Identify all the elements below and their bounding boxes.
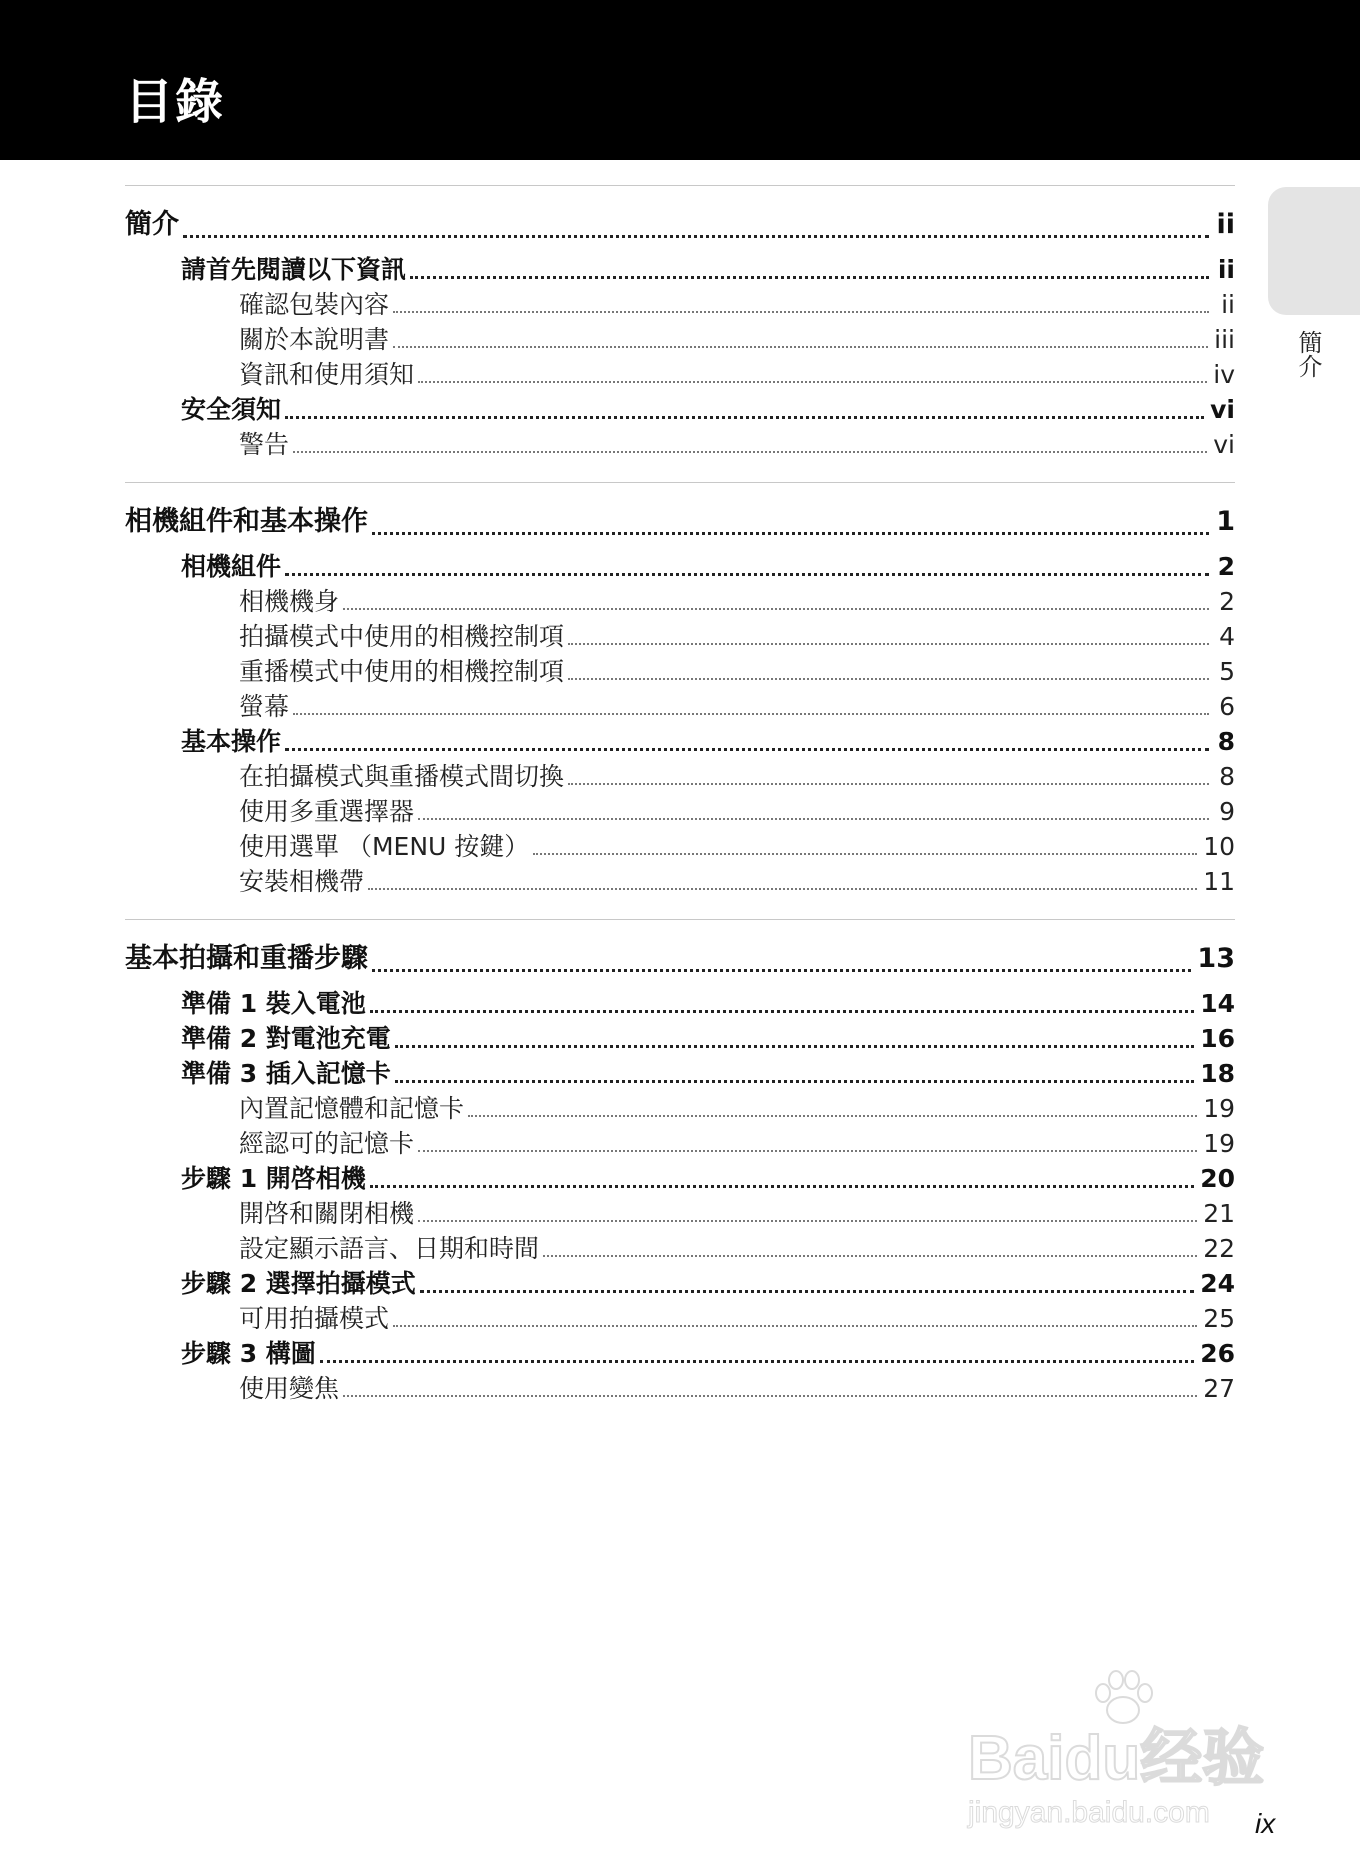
dot-leader bbox=[543, 1255, 1197, 1257]
toc-item-title: 經認可的記憶卡 bbox=[239, 1129, 415, 1158]
toc-item-title: 設定顯示語言、日期和時間 bbox=[239, 1234, 540, 1263]
toc-item-page: 27 bbox=[1203, 1374, 1235, 1403]
toc-subsection-title: 安全須知 bbox=[181, 395, 282, 424]
toc-item[interactable] bbox=[125, 1231, 1235, 1266]
header-bar bbox=[0, 0, 1360, 160]
toc-subsection[interactable] bbox=[125, 986, 1235, 1021]
toc-item-title: 可用拍攝模式 bbox=[239, 1304, 390, 1333]
toc-chapter-title: 簡介 bbox=[125, 209, 179, 240]
toc-item[interactable] bbox=[125, 759, 1235, 794]
dot-leader bbox=[410, 276, 1209, 279]
toc-item-page: 5 bbox=[1219, 657, 1235, 686]
toc-chapter-page: 13 bbox=[1197, 943, 1235, 974]
toc-item[interactable] bbox=[125, 864, 1235, 899]
dot-leader bbox=[568, 678, 1209, 680]
dot-leader bbox=[293, 451, 1207, 453]
toc-subsection-title: 步驟 2 選擇拍攝模式 bbox=[181, 1269, 416, 1298]
toc-subsection-title: 請首先閱讀以下資訊 bbox=[181, 255, 407, 284]
toc-item-page: 19 bbox=[1203, 1129, 1235, 1158]
dot-leader bbox=[393, 346, 1208, 348]
page-title: 目錄 bbox=[125, 74, 226, 130]
toc-subsection-page: vi bbox=[1210, 395, 1235, 424]
toc-item-page: 8 bbox=[1219, 762, 1235, 791]
dot-leader bbox=[293, 713, 1209, 715]
toc-chapter[interactable] bbox=[125, 204, 1235, 246]
dot-leader bbox=[393, 311, 1209, 313]
dot-leader bbox=[370, 1185, 1194, 1188]
toc-item-title: 重播模式中使用的相機控制項 bbox=[239, 657, 565, 686]
toc-item-page: 6 bbox=[1219, 692, 1235, 721]
toc-item-title: 安裝相機帶 bbox=[239, 867, 365, 896]
toc-chapter-page: ii bbox=[1216, 209, 1235, 240]
dot-leader bbox=[285, 748, 1209, 751]
toc-item-title: 資訊和使用須知 bbox=[239, 360, 415, 389]
toc-item-page: 22 bbox=[1203, 1234, 1235, 1263]
toc-item-title: 螢幕 bbox=[239, 692, 290, 721]
toc-chapter[interactable] bbox=[125, 501, 1235, 543]
toc-item[interactable] bbox=[125, 1091, 1235, 1126]
dot-leader bbox=[395, 1045, 1194, 1048]
toc-subsection[interactable] bbox=[125, 392, 1235, 427]
toc-item[interactable] bbox=[125, 322, 1235, 357]
dot-leader bbox=[418, 818, 1209, 820]
toc-item[interactable] bbox=[125, 829, 1235, 864]
watermark-brand: Baidu经验 bbox=[968, 1724, 1265, 1793]
toc-chapter[interactable] bbox=[125, 938, 1235, 980]
toc-item-page: vi bbox=[1213, 430, 1235, 459]
toc-item[interactable] bbox=[125, 689, 1235, 724]
toc-item[interactable] bbox=[125, 1126, 1235, 1161]
dot-leader bbox=[368, 888, 1197, 890]
toc-item-page: 10 bbox=[1203, 832, 1235, 861]
toc-item-title: 相機機身 bbox=[239, 587, 340, 616]
toc-item-title: 拍攝模式中使用的相機控制項 bbox=[239, 622, 565, 651]
toc-item[interactable] bbox=[125, 1371, 1235, 1406]
toc-section bbox=[125, 185, 1235, 476]
dot-leader bbox=[568, 783, 1209, 785]
toc-item[interactable] bbox=[125, 619, 1235, 654]
toc-subsection-title: 步驟 1 開啓相機 bbox=[181, 1164, 366, 1193]
toc-item[interactable] bbox=[125, 584, 1235, 619]
toc-item[interactable] bbox=[125, 357, 1235, 392]
toc-subsection[interactable] bbox=[125, 252, 1235, 287]
toc-subsection[interactable] bbox=[125, 1336, 1235, 1371]
dot-leader bbox=[372, 969, 1191, 972]
toc-item-page: 9 bbox=[1219, 797, 1235, 826]
dot-leader bbox=[343, 1395, 1197, 1397]
toc-item-page: ii bbox=[1221, 290, 1235, 319]
toc-subsection-page: 14 bbox=[1200, 989, 1235, 1018]
toc-item-page: 2 bbox=[1219, 587, 1235, 616]
dot-leader bbox=[418, 1220, 1197, 1222]
toc-subsection[interactable] bbox=[125, 1056, 1235, 1091]
toc-item[interactable] bbox=[125, 794, 1235, 829]
toc-item-page: 19 bbox=[1203, 1094, 1235, 1123]
toc-item-page: 21 bbox=[1203, 1199, 1235, 1228]
toc-subsection-page: ii bbox=[1217, 255, 1235, 284]
toc-item-title: 關於本說明書 bbox=[239, 325, 390, 354]
toc-item-page: iii bbox=[1214, 325, 1235, 354]
toc-chapter-page: 1 bbox=[1216, 506, 1235, 537]
toc-subsection-page: 8 bbox=[1217, 727, 1235, 756]
toc-subsection-page: 24 bbox=[1200, 1269, 1235, 1298]
toc-subsection-page: 18 bbox=[1200, 1059, 1235, 1088]
toc-subsection-title: 準備 3 插入記憶卡 bbox=[181, 1059, 391, 1088]
toc-subsection[interactable] bbox=[125, 1266, 1235, 1301]
dot-leader bbox=[418, 1150, 1197, 1152]
toc-subsection-page: 16 bbox=[1200, 1024, 1235, 1053]
dot-leader bbox=[395, 1080, 1194, 1083]
toc-subsection-page: 26 bbox=[1200, 1339, 1235, 1368]
toc-subsection-title: 準備 2 對電池充電 bbox=[181, 1024, 391, 1053]
dot-leader bbox=[285, 416, 1204, 419]
side-tab[interactable] bbox=[1268, 187, 1360, 315]
toc-item-title: 內置記憶體和記憶卡 bbox=[239, 1094, 465, 1123]
dot-leader bbox=[343, 608, 1209, 610]
dot-leader bbox=[393, 1325, 1197, 1327]
dot-leader bbox=[418, 381, 1207, 383]
toc-section bbox=[125, 919, 1235, 1420]
toc-subsection[interactable] bbox=[125, 1021, 1235, 1056]
toc-section bbox=[125, 482, 1235, 913]
side-tab-label: 簡介 bbox=[1294, 330, 1322, 378]
dot-leader bbox=[420, 1290, 1194, 1293]
toc-item[interactable] bbox=[125, 654, 1235, 689]
toc-subsection[interactable] bbox=[125, 549, 1235, 584]
toc-subsection[interactable] bbox=[125, 724, 1235, 759]
toc-subsection-page: 20 bbox=[1200, 1164, 1235, 1193]
dot-leader bbox=[183, 235, 1209, 238]
toc-item-title: 在拍攝模式與重播模式間切換 bbox=[239, 762, 565, 791]
dot-leader bbox=[568, 643, 1209, 645]
dot-leader bbox=[370, 1010, 1194, 1013]
toc-item-title: 警告 bbox=[239, 430, 290, 459]
toc-subsection-title: 基本操作 bbox=[181, 727, 282, 756]
dot-leader bbox=[320, 1360, 1194, 1363]
toc-item-title: 確認包裝內容 bbox=[239, 290, 390, 319]
toc-item-page: 4 bbox=[1219, 622, 1235, 651]
watermark-url: jingyan.baidu.com bbox=[968, 1796, 1210, 1829]
table-of-contents bbox=[125, 185, 1235, 1420]
dot-leader bbox=[372, 532, 1209, 535]
toc-item[interactable] bbox=[125, 1301, 1235, 1336]
toc-item[interactable] bbox=[125, 427, 1235, 462]
dot-leader bbox=[533, 853, 1197, 855]
dot-leader bbox=[285, 573, 1209, 576]
toc-subsection-title: 準備 1 裝入電池 bbox=[181, 989, 366, 1018]
watermark bbox=[968, 1668, 1268, 1838]
dot-leader bbox=[468, 1115, 1197, 1117]
toc-item-title: 使用變焦 bbox=[239, 1374, 340, 1403]
page-number: ix bbox=[1255, 1808, 1276, 1839]
toc-item[interactable] bbox=[125, 287, 1235, 322]
toc-chapter-title: 基本拍攝和重播步驟 bbox=[125, 943, 368, 974]
toc-subsection-title: 相機組件 bbox=[181, 552, 282, 581]
toc-item-page: iv bbox=[1213, 360, 1235, 389]
toc-subsection-title: 步驟 3 構圖 bbox=[181, 1339, 316, 1368]
toc-item-title: 使用多重選擇器 bbox=[239, 797, 415, 826]
toc-item-page: 25 bbox=[1203, 1304, 1235, 1333]
paw-icon bbox=[1088, 1668, 1158, 1728]
toc-subsection[interactable] bbox=[125, 1161, 1235, 1196]
toc-subsection-page: 2 bbox=[1217, 552, 1235, 581]
toc-item-page: 11 bbox=[1203, 867, 1235, 896]
toc-item[interactable] bbox=[125, 1196, 1235, 1231]
toc-item-title: 開啓和關閉相機 bbox=[239, 1199, 415, 1228]
toc-chapter-title: 相機組件和基本操作 bbox=[125, 506, 368, 537]
toc-item-title: 使用選單 （MENU 按鍵） bbox=[239, 832, 530, 861]
